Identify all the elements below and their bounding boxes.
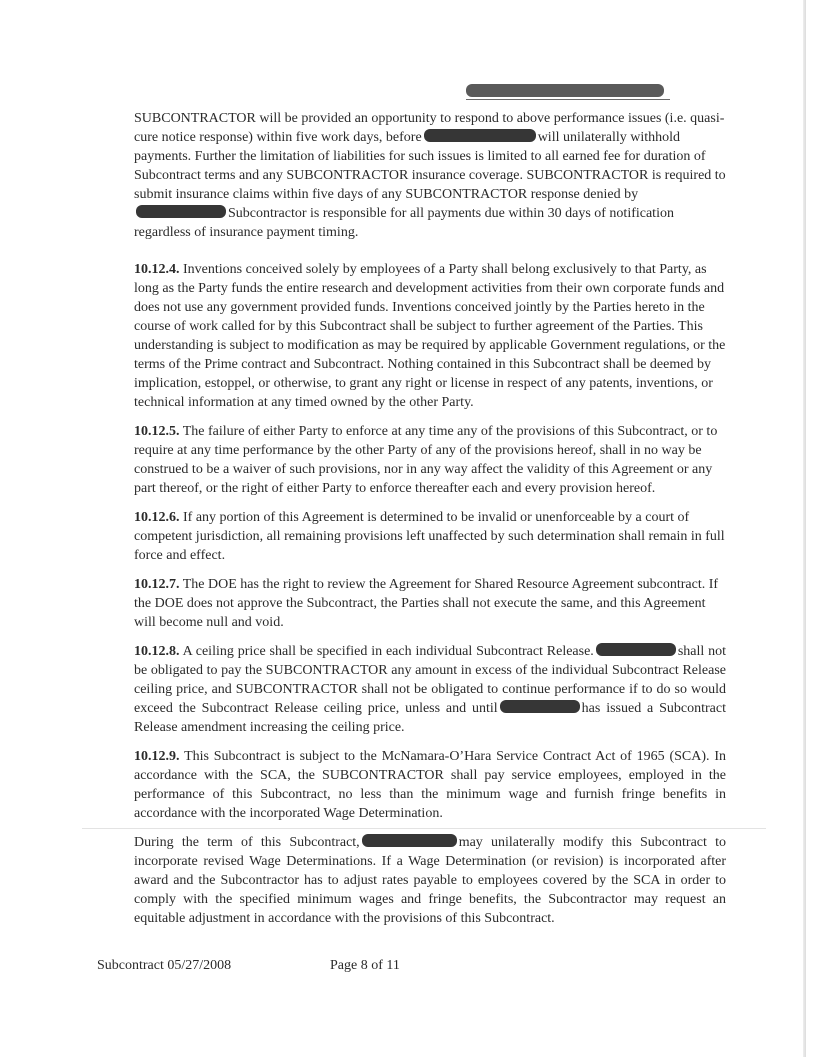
clause-text: Inventions conceived solely by employees of a Party shall belong exclusively to that Party, as long as the Party funds the entire research and development activities from their own corporate funds and does not use any government provided funds. Inventions conceived jointly by the Parties hereto in the course of work called for by this Subcontract shall be subject to further agreement of the Parties. This understanding is subject to modification as may be required by applicable Government regulations, or the terms of the Prime contract and Subcontract. Nothing contained in this Subcontract shall be deemed by implication, estoppel, or otherwise, to grant any right or license in respect of any patents, inventions, or technical information at any timed owned by the other Party. bbox=[134, 262, 726, 410]
intro-text-1: SUBCONTRACTOR will be provided an opportunity to respond to above performance issues (i.e. quasi-cure notice response) within five work days, before bbox=[134, 111, 725, 145]
clause-number: 10.12.4. bbox=[134, 262, 180, 277]
clause-text: The failure of either Party to enforce at any time any of the provisions of this Subcontract, or to require at any time performance by the other Party of any of the provisions hereof, shall in no way be construed to be a waiver of such provisions, nor in any way affect the validity of this Agreement or any part thereof, or the right of either Party to enforce thereafter each and every provision hereof. bbox=[134, 424, 718, 496]
wage-determination-paragraph bbox=[134, 833, 726, 928]
document-body bbox=[134, 109, 726, 938]
clause-text: If any portion of this Agreement is determined to be invalid or unenforceable by a court of competent jurisdiction, all remaining provisions left unaffected by such determination shall remain in full force and effect. bbox=[134, 510, 725, 563]
clause-10-12-9 bbox=[134, 747, 726, 823]
intro-paragraph bbox=[134, 109, 726, 242]
header-rule bbox=[466, 99, 670, 100]
redaction-mark bbox=[362, 834, 457, 847]
redaction-mark bbox=[596, 643, 676, 656]
clause-text-1: A ceiling price shall be specified in each individual Subcontract Release. bbox=[182, 644, 594, 659]
clause-10-12-6 bbox=[134, 508, 726, 565]
clause-10-12-5 bbox=[134, 422, 726, 498]
clause-number: 10.12.9. bbox=[134, 749, 180, 764]
page-edge-shadow bbox=[803, 0, 806, 1057]
intro-text-2: will unilaterally withhold payments. Further the limitation of liabilities for such issues is limited to all earned fee for duration of Subcontract terms and any SUBCONTRACTOR insurance coverage. SUBCONTRACTOR is required to submit insurance claims within five days of any SUBCONTRACTOR response denied by bbox=[134, 130, 726, 202]
clause-text-2: shall not be obligated to pay the SUBCONTRACTOR any amount in excess of the individual Subcontract Release ceiling price, and SUBCONTRACTOR shall not be obligated to continue performance if to do so would exceed the Subcontract Release ceiling price, unless and until bbox=[134, 644, 726, 716]
clause-number: 10.12.7. bbox=[134, 577, 180, 592]
footer-document-id: Subcontract 05/27/2008 bbox=[97, 958, 232, 973]
redaction-mark bbox=[500, 700, 580, 713]
clause-10-12-4 bbox=[134, 260, 726, 412]
clause-text-3: has issued a Subcontract Release amendment increasing the ceiling price. bbox=[134, 701, 726, 735]
header-redaction bbox=[466, 84, 664, 97]
clause-number: 10.12.8. bbox=[134, 644, 180, 659]
para-text-1: During the term of this Subcontract, bbox=[134, 835, 360, 850]
redaction-mark bbox=[136, 205, 226, 218]
clause-10-12-7 bbox=[134, 575, 726, 632]
intro-text-3: Subcontractor is responsible for all payments due within 30 days of notification regardless of insurance payment timing. bbox=[134, 206, 674, 240]
clause-number: 10.12.6. bbox=[134, 510, 180, 525]
clause-text: This Subcontract is subject to the McNamara-O’Hara Service Contract Act of 1965 (SCA). In accordance with the SCA, the SUBCONTRACTOR shall pay service employees, employed in the performance of this Subcontract, no less than the minimum wage and furnish fringe benefits in accordance with the incorporated Wage Determination. bbox=[134, 749, 726, 821]
redaction-mark bbox=[424, 129, 536, 142]
para-text-2: may unilaterally modify this Subcontract to incorporate revised Wage Determinations. If a Wage Determination (or revision) is incorporated after award and the Subcontractor has to adjust rates payable to employees covered by the SCA in order to comply with the specified minimum wages and fringe benefits, the Subcontractor may request an equitable adjustment in accordance with the provisions of this Subcontract. bbox=[134, 835, 726, 926]
footer-page-number: Page 8 of 11 bbox=[330, 958, 400, 973]
scan-line-artifact bbox=[82, 828, 766, 829]
clause-number: 10.12.5. bbox=[134, 424, 180, 439]
clause-text: The DOE has the right to review the Agreement for Shared Resource Agreement subcontract. If the DOE does not approve the Subcontract, the Parties shall not execute the same, and this Agreement will become null and void. bbox=[134, 577, 719, 630]
clause-10-12-8 bbox=[134, 642, 726, 737]
